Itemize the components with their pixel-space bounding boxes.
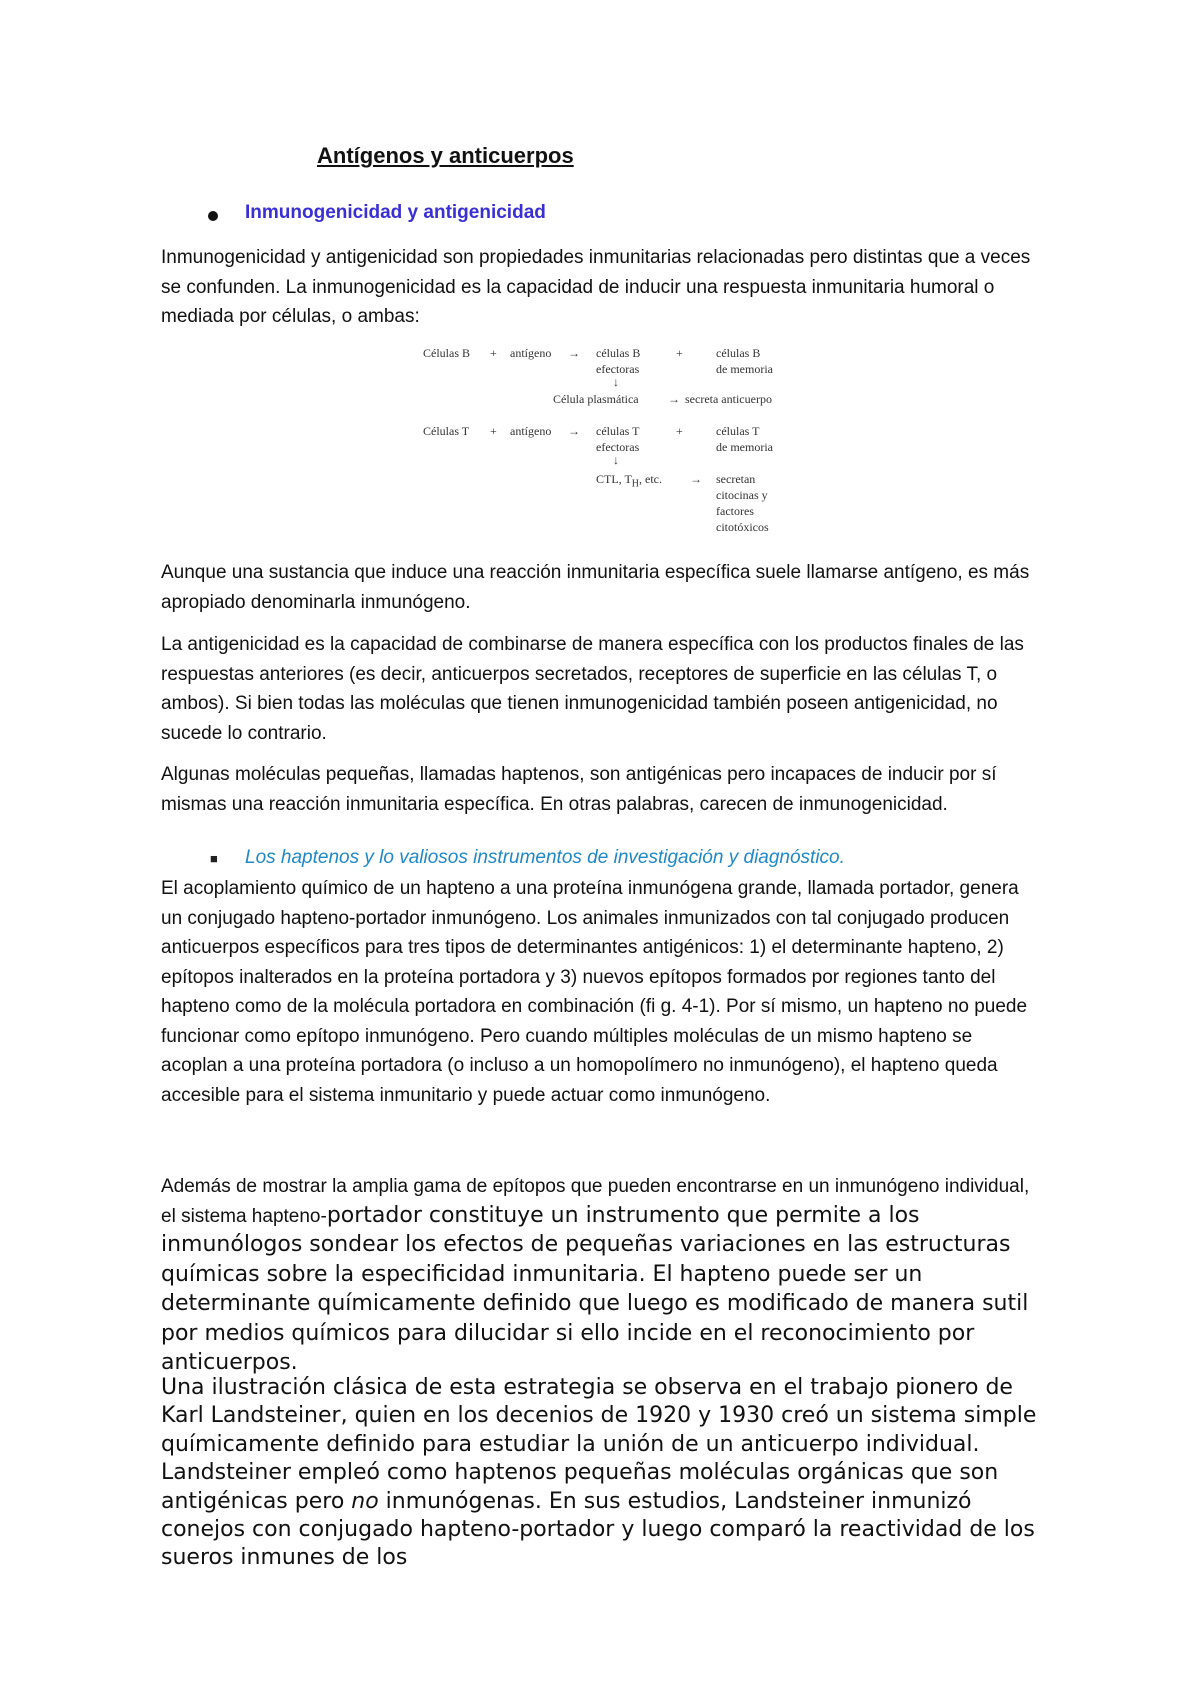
paragraph-landsteiner (161, 1374, 1061, 1573)
diagram-t-effector: células T (596, 424, 640, 438)
mouse-icon: ■ (210, 851, 218, 866)
paragraph-inmunogeno: Aunque una sustancia que induce una reacción inmunitaria específica suele llamarse antígeno, es más apropiado denominarla inmunógeno. (161, 562, 1030, 613)
diagram-t-memory-2: de memoria (716, 440, 773, 454)
diagram-arrow: → (690, 472, 702, 486)
diagram-plus: + (676, 424, 683, 438)
diagram-antigen: antígeno (510, 346, 552, 360)
paragraph-acoplamiento: El acoplamiento químico de un hapteno a una proteína inmunógena grande, llamada portador, genera un conjugado hapteno-portador inmunógeno. Los animales inmunizados con tal conjugado producen anticuerpos específicos para tres tipos de determinantes antigénicos: 1) el determinante hapteno, 2) epítopos inalterados en la proteína portadora y 3) nuevos epítopos formados por regiones tanto del hapteno como de la molécula portadora en combinación (fi g. 4-1). Por sí mismo, un hapteno no puede funcionar como epítopo inmunógeno. Pero cuando múltiples moléculas de un mismo hapteno se acoplan a una proteína portadora (o incluso a un homopolímero no inmunógeno), el hapteno queda accesible para el sistema inmunitario y puede actuar como inmunógeno. (161, 878, 1028, 1106)
paragraph-sistema-hapteno-rest: portador constituye un instrumento que permite a los inmunólogos sondear los efectos de pequeñas variaciones en las estructuras químicas sobre la especificidad inmunitaria. El hapteno puede ser un determinante químicamente definido que luego es modificado de manera sutil por medios químicos para dilucidar si ello incide en el reconocimiento por anticuerpos. (161, 1202, 1029, 1375)
immune-response-diagram (420, 340, 820, 540)
diagram-b-effector-2: efectoras (596, 362, 640, 376)
paragraph-inmunogenicidad: Inmunogenicidad y antigenicidad son propiedades inmunitarias relacionadas pero distintas que a veces se confunden. La inmunogenicidad es la capacidad de inducir una respuesta inmunitaria humoral o mediada por células, o ambas: (161, 247, 1031, 327)
diagram-down-arrow: ↓ (613, 453, 619, 467)
diagram-plus: + (490, 424, 497, 438)
diagram-ctl (596, 472, 662, 489)
diagram-ctl-etc: , etc. (639, 472, 663, 486)
diagram-ctl-subscript: H (631, 478, 640, 490)
diagram-arrow: → (668, 392, 680, 406)
diagram-arrow: → (568, 346, 580, 360)
paragraph-landsteiner-b: inmunógenas. En sus estudios, Landsteiner inmunizó conejos con conjugado hapteno-portador y luego comparó la reactividad de los sueros inmunes de los (161, 1488, 1035, 1571)
paragraph-landsteiner-a: Una ilustración clásica de esta estrategia se observa en el trabajo pionero de Karl Landsteiner, quien en los decenios de 1920 y 1930 creó un sistema simple químicamente definido para estudiar la unión de un anticuerpo individual. Landsteiner empleó como haptenos pequeñas moléculas orgánicas que son antigénicas pero (161, 1375, 1037, 1514)
diagram-secrete-4: citotóxicos (716, 520, 769, 534)
page-title: Antígenos y anticuerpos (317, 143, 574, 168)
diagram-b-cells: Células B (423, 346, 470, 360)
diagram-b-memory: células B (716, 346, 761, 360)
section-heading-label: Inmunogenicidad y antigenicidad (245, 202, 546, 223)
paragraph-antigenicidad: La antigenicidad es la capacidad de combinarse de manera específica con los productos finales de las respuestas anteriores (es decir, anticuerpos secretados, receptores de superficie en las células T, o ambos). Si bien todas las moléculas que tienen inmunogenicidad también poseen antigenicidad, no sucede lo contrario. (161, 634, 1024, 744)
diagram-secrete-1: secretan (716, 472, 756, 486)
bullet-dot-icon (208, 211, 218, 221)
diagram-ctl-label: CTL, T (596, 472, 632, 486)
subsection-heading-label: Los haptenos y lo valiosos instrumentos de investigación y diagnóstico. (245, 847, 845, 868)
diagram-b-memory-2: de memoria (716, 362, 773, 376)
diagram-t-memory: células T (716, 424, 760, 438)
diagram-t-cells: Células T (423, 424, 470, 438)
paragraph-haptenos: Algunas moléculas pequeñas, llamadas haptenos, son antigénicas pero incapaces de inducir por sí mismas una reacción inmunitaria específica. En otras palabras, carecen de inmunogenicidad. (161, 764, 997, 815)
diagram-plus: + (490, 346, 497, 360)
diagram-antigen: antígeno (510, 424, 552, 438)
diagram-plasma-cell: Célula plasmática (553, 392, 639, 406)
diagram-t-effector-2: efectoras (596, 440, 640, 454)
diagram-secrete-2: citocinas y (716, 488, 768, 502)
diagram-arrow: → (568, 424, 580, 438)
paragraph-sistema-hapteno (161, 1172, 1041, 1379)
paragraph-sistema-hapteno-start: Además de mostrar la amplia gama de epítopos que pueden encontrarse en un inmunógeno individual, el sistema hapteno- (161, 1176, 1030, 1227)
emphasis-no: no (351, 1488, 379, 1514)
diagram-secretes-antibody: secreta anticuerpo (685, 392, 772, 406)
diagram-b-effector: células B (596, 346, 641, 360)
diagram-down-arrow: ↓ (613, 375, 619, 389)
diagram-plus: + (676, 346, 683, 360)
diagram-secrete-3: factores (716, 504, 754, 518)
